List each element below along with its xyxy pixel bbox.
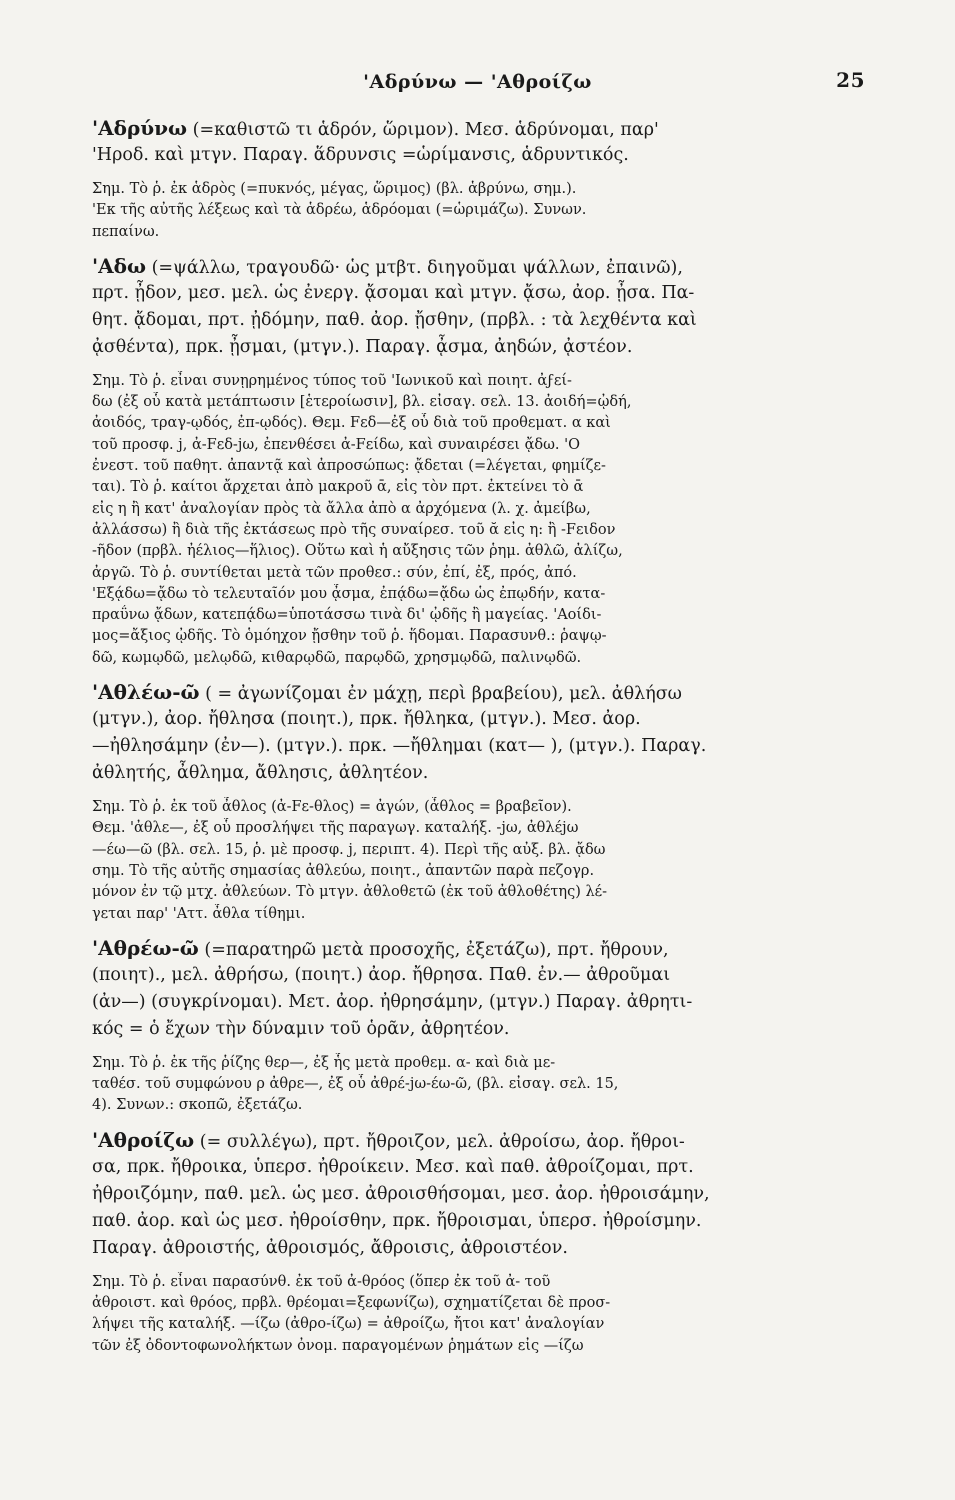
note-line: ται). Τὸ ῥ. καίτοι ἄρχεται ἀπὸ μακροῦ ᾱ, εἰς τὸν πρτ. ἐκτείνει τὸ ᾱ <box>92 479 584 496</box>
entry-line: (ποιητ)., μελ. ἀθρήσω, (ποιητ.) ἀορ. ἤθρησα. Παθ. ἐν.— ἀθροῦμαι <box>92 964 671 985</box>
note-line: 'Εξᾴδω=ᾄδω τὸ τελευταῖόν μου ᾆσμα, ἐπᾴδω=ᾄδω ὡς ἐπῳδήν, κατα- <box>92 585 606 602</box>
note-line: μος=ἄξιος ᾠδῆς. Τὸ ὁμόηχον ᾔσθην τοῦ ῥ. ἥδομαι. Παρασυνθ.: ῥαψῳ- <box>92 628 607 645</box>
note-line: 'Εκ τῆς αὐτῆς λέξεως καὶ τὰ ἁδρέω, ἁδρόομαι (=ὡριμάζω). Συνων. <box>92 202 587 219</box>
dictionary-entry <box>92 253 853 679</box>
entry-line: (ἀν—) (συγκρίνομαι). Μετ. ἀορ. ἠθρησάμην, (μτγν.) Παραγ. ἀθρητι- <box>92 991 693 1012</box>
dictionary-entry <box>92 679 853 935</box>
entry-first-line <box>92 253 853 280</box>
note-spacer <box>92 169 853 179</box>
entry-line: (μτγν.), ἀορ. ἤθλησα (ποιητ.), πρκ. ἤθληκα, (μτγν.). Μεσ. ἀορ. <box>92 709 641 730</box>
note-line: ἀλλάσσω) ἢ διὰ τῆς ἐκτάσεως πρὸ τῆς συναίρεσ. τοῦ ᾰ εἰς η: ἢ -Fειδον <box>92 521 616 538</box>
note-line: Σημ. Τὸ ῥ. ἐκ τοῦ ἆθλος (ἀ-Fε-θλος) = ἀγών, (ἆθλος = βραβεῖον). <box>92 799 572 816</box>
entry-lemma: 'Αδω <box>92 253 147 278</box>
note-line: Σημ. Τὸ ῥ. ἐκ ἁδρὸς (=πυκνός, μέγας, ὥριμος) (βλ. ἁβρύνω, σημ.). <box>92 181 577 197</box>
entry-spacer <box>92 1117 853 1127</box>
note-line: ἐνεστ. τοῦ παθητ. ἀπαντᾷ καὶ ἀπροσώπως: ᾄδεται (=λέγεται, φημίζε- <box>92 458 606 475</box>
note-line: τῶν ἐξ ὀδοντοφωνολήκτων ὀνομ. παραγομένων ῥημάτων εἰς —ίζω <box>92 1337 584 1354</box>
note-spacer <box>92 361 853 371</box>
entry-definition: (=καθιστῶ τι ἁδρόν, ὥριμον). Μεσ. ἁδρύνομαι, παρ' <box>192 120 659 140</box>
note-line: μόνον ἐν τῷ μτχ. ἀθλεύων. Τὸ μτγν. ἀθλοθετῶ (ἐκ τοῦ ἀθλοθέτης) λέ- <box>92 884 608 901</box>
entry-line: —ἠθλησάμην (ἐν—). (μτγν.). πρκ. —ἤθλημαι (κατ— ), (μτγν.). Παραγ. <box>92 736 707 757</box>
entry-line: πρτ. ᾖδον, μεσ. μελ. ὡς ἐνεργ. ᾄσομαι καὶ μτγν. ᾄσω, ἀορ. ᾖσα. Πα- <box>92 282 695 303</box>
entry-first-line <box>92 935 853 962</box>
note-line: ἀθροιστ. καὶ θρόος, πρβλ. θρέομαι=ξεφωνίζω), σχηματίζεται δὲ προσ- <box>92 1295 611 1312</box>
note-line: σημ. Τὸ τῆς αὐτῆς σημασίας ἀθλεύω, ποιητ., ἀπαντῶν παρὰ πεζογρ. <box>92 862 595 879</box>
entry-line: κός = ὁ ἔχων τὴν δύναμιν τοῦ ὁρᾶν, ἀθρητέον. <box>92 1018 510 1039</box>
entry-line: σα, πρκ. ἤθροικα, ὑπερσ. ἠθροίκειν. Μεσ. καὶ παθ. ἀθροίζομαι, πρτ. <box>92 1156 694 1177</box>
note-line: ἀργῶ. Τὸ ῥ. συντίθεται μετὰ τῶν προθεσ.: σύν, ἐπί, ἐξ, πρός, ἀπό. <box>92 564 577 581</box>
entry-first-line <box>92 115 853 142</box>
entry-spacer <box>92 669 853 679</box>
entry-lemma: 'Αδρύνω <box>92 116 188 140</box>
entry-first-line <box>92 1127 853 1154</box>
page-number: 25 <box>836 68 865 92</box>
entry-definition: (= συλλέγω), πρτ. ἤθροιζον, μελ. ἀθροίσω, ἀορ. ἤθροι- <box>199 1131 685 1152</box>
entry-spacer <box>92 1357 853 1367</box>
dictionary-entry <box>92 935 853 1127</box>
entry-lemma: 'Αθρέω-ῶ <box>92 935 199 960</box>
entry-line: παθ. ἀορ. καὶ ὡς μεσ. ἠθροίσθην, πρκ. ἤθροισμαι, ὑπερσ. ἠθροίσμην. <box>92 1210 702 1231</box>
note-line: -ῆδον (πρβλ. ἠέλιος—ἥλιος). Οὕτω καὶ ἡ αὔξησις τῶν ῥημ. ἀθλῶ, ἀλίζω, <box>92 543 623 560</box>
entry-line: ἀθλητής, ἆθλημα, ἄθλησις, ἀθλητέον. <box>92 763 429 784</box>
note-spacer <box>92 1043 853 1053</box>
note-line: εἰς η ἢ κατ' ἀναλογίαν πρὸς τὰ ἄλλα ἀπὸ α ἀρχόμενα (λ. χ. ἀμείβω, <box>92 500 591 517</box>
note-line: ἀοιδός, τραγ-ῳδός, ἐπ-ῳδός). Θεμ. Fεδ—ἐξ οὗ διὰ τοῦ προθεματ. α καὶ <box>92 415 611 432</box>
note-line: —έω—ῶ (βλ. σελ. 15, ῥ. μὲ προσφ. j, περιπτ. 4). Περὶ τῆς αὐξ. βλ. ᾄδω <box>92 841 606 858</box>
note-line: 4). Συνων.: σκοπῶ, ἐξετάζω. <box>92 1097 303 1114</box>
note-spacer <box>92 787 853 797</box>
entry-definition: ( = ἀγωνίζομαι ἐν μάχῃ, περὶ βραβείου), μελ. ἀθλήσω <box>205 684 682 705</box>
note-line: τοῦ προσφ. j, ἀ-Fεδ-jω, ἐπενθέσει ἀ-Fείδω, καὶ συναιρέσει ᾄδω. 'Ο <box>92 436 581 453</box>
note-spacer <box>92 1262 853 1272</box>
entry-definition: (=παρατηρῶ μετὰ προσοχῆς, ἐξετάζω), πρτ. ἤθρουν, <box>204 939 669 960</box>
entry-line: ᾀσθέντα), πρκ. ᾖσμαι, (μτγν.). Παραγ. ᾆσμα, ἀηδών, ᾀστέον. <box>92 336 633 357</box>
entry-line: Παραγ. ἀθροιστής, ἀθροισμός, ἄθροισις, ἀθροιστέον. <box>92 1237 568 1258</box>
note-line: δω (ἐξ οὗ κατὰ μετάπτωσιν [ἑτεροίωσιν], βλ. εἰσαγ. σελ. 13. ἀοιδή=ᾠδή, <box>92 394 632 411</box>
running-head <box>90 62 865 102</box>
note-line: πεπαίνω. <box>92 223 160 240</box>
note-line: Θεμ. 'ἀθλε—, ἐξ οὗ προσλήψει τῆς παραγωγ. καταλήξ. -jω, ἀθλέjω <box>92 820 579 837</box>
dictionary-entry <box>92 1127 853 1367</box>
note-line: δῶ, κωμῳδῶ, μελῳδῶ, κιθαρῳδῶ, παρῳδῶ, χρησμῳδῶ, παλινῳδῶ. <box>92 649 582 666</box>
entry-line: θητ. ᾄδομαι, πρτ. ᾐδόμην, παθ. ἀορ. ᾔσθην, (πρβλ. : τὰ λεχθέντα καὶ <box>92 309 697 330</box>
note-line: πραΰνω ᾄδων, κατεπᾴδω=ὑποτάσσω τινὰ δι' ᾠδῆς ἢ μαγείας. 'Αοίδι- <box>92 607 602 624</box>
note-line: Σημ. Τὸ ῥ. εἶναι συνῃρημένος τύπος τοῦ 'Ιωνικοῦ καὶ ποιητ. ἀϝεί- <box>92 372 572 389</box>
body-text <box>92 115 853 1367</box>
note-line: ταθέσ. τοῦ συμφώνου ρ ἀθρε—, ἐξ οὗ ἀθρέ-jω-έω-ῶ, (βλ. εἰσαγ. σελ. 15, <box>92 1076 619 1093</box>
entry-lemma: 'Αθροίζω <box>92 1127 195 1152</box>
note-line: Σημ. Τὸ ῥ. εἶναι παρασύνθ. ἐκ τοῦ ἀ-θρόος (ὅπερ ἐκ τοῦ ἀ- τοῦ <box>92 1273 551 1290</box>
note-line: Σημ. Τὸ ῥ. ἐκ τῆς ῥίζης θερ—, ἐξ ἧς μετὰ προθεμ. α- καὶ διὰ με- <box>92 1054 556 1071</box>
entry-first-line <box>92 679 853 706</box>
entry-spacer <box>92 925 853 935</box>
note-line: γεται παρ' 'Αττ. ἆθλα τίθημι. <box>92 905 306 922</box>
running-title: 'Αδρύνω — 'Αθροίζω <box>363 71 592 93</box>
dictionary-entry <box>92 115 853 253</box>
entry-line: ἠθροιζόμην, παθ. μελ. ὡς μεσ. ἀθροισθήσομαι, μεσ. ἀορ. ἠθροισάμην, <box>92 1183 710 1204</box>
entry-lemma: 'Αθλέω-ῶ <box>92 680 200 705</box>
note-line: λήψει τῆς καταλήξ. —ίζω (ἀθρο-ίζω) = ἀθροίζω, ἤτοι κατ' ἀναλογίαν <box>92 1316 605 1333</box>
entry-definition: (=ψάλλω, τραγουδῶ· ὡς μτβτ. διηγοῦμαι ψάλλων, ἐπαινῶ), <box>151 257 683 278</box>
entry-line: 'Ηροδ. καὶ μτγν. Παραγ. ἅδρυνσις =ὡρίμανσις, ἁδρυντικός. <box>92 145 629 165</box>
entry-spacer <box>92 243 853 253</box>
